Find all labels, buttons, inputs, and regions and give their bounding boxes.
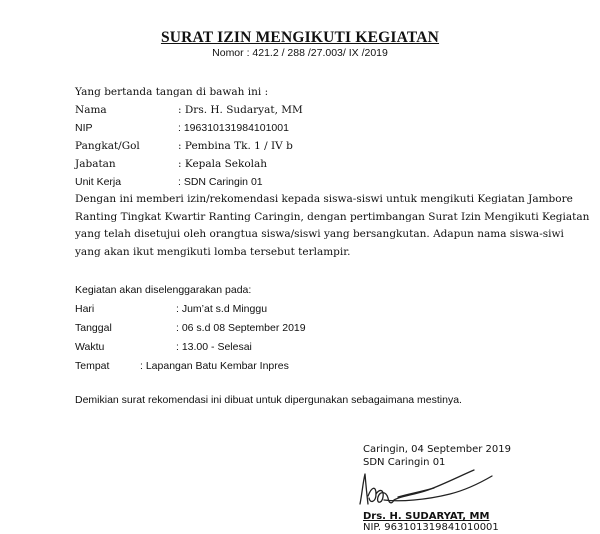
field-label-jabatan: Jabatan xyxy=(75,158,116,170)
letter-title: SURAT IZIN MENGIKUTI KEGIATAN xyxy=(160,29,440,46)
body-line: Ranting Tingkat Kwartir Ranting Caringin, dengan pertimbangan Surat Izin Mengikuti Kegiatan xyxy=(75,210,590,223)
field-value-jabatan: : Kepala Sekolah xyxy=(178,158,268,170)
event-label-waktu: Waktu xyxy=(75,341,105,353)
signature-nip: NIP. 963101319841010001 xyxy=(363,522,499,533)
field-value-nip: : 196310131984101001 xyxy=(178,122,289,134)
signature-name: Drs. H. SUDARYAT, MM xyxy=(363,511,490,522)
signature-org: SDN Caringin 01 xyxy=(363,457,446,468)
body-line: Dengan ini memberi izin/rekomendasi kepada siswa-siswi untuk mengikuti Kegiatan Jambore xyxy=(75,193,573,205)
handwritten-signature xyxy=(356,464,506,514)
field-value-unit: : SDN Caringin 01 xyxy=(178,176,263,188)
signature-place-date: Caringin, 04 September 2019 xyxy=(363,444,511,455)
closing-text: Demikian surat rekomendasi ini dibuat untuk dipergunakan sebagaimana mestinya. xyxy=(75,394,462,406)
body-line: yang telah disetujui oleh orangtua siswa/siswi yang bersangkutan. Adapun nama siswa-siwi xyxy=(75,228,564,240)
event-label-tempat: Tempat xyxy=(75,360,110,372)
intro-text: Yang bertanda tangan di bawah ini : xyxy=(75,86,269,98)
field-value-pangkat: : Pembina Tk. 1 / IV b xyxy=(178,140,293,152)
event-value-waktu: : 13.00 - Selesai xyxy=(176,341,252,353)
field-label-pangkat: Pangkat/Gol xyxy=(75,140,140,152)
event-label-hari: Hari xyxy=(75,303,95,315)
field-label-unit: Unit Kerja xyxy=(75,176,122,188)
body-paragraph xyxy=(75,191,590,261)
field-value-nama: : Drs. H. Sudaryat, MM xyxy=(178,104,303,116)
event-label-tanggal: Tanggal xyxy=(75,322,112,334)
event-intro: Kegiatan akan diselenggarakan pada: xyxy=(75,284,252,296)
letter-number: Nomor : 421.2 / 288 /27.003/ IX /2019 xyxy=(212,47,388,59)
event-value-tempat: : Lapangan Batu Kembar Inpres xyxy=(140,360,289,372)
field-label-nip: NIP xyxy=(75,122,93,134)
event-value-tanggal: : 06 s.d 08 September 2019 xyxy=(176,322,306,334)
body-line: yang akan ikut mengikuti lomba tersebut terlampir. xyxy=(75,245,351,258)
field-label-nama: Nama xyxy=(75,104,107,116)
event-value-hari: : Jum’at s.d Minggu xyxy=(176,303,268,315)
